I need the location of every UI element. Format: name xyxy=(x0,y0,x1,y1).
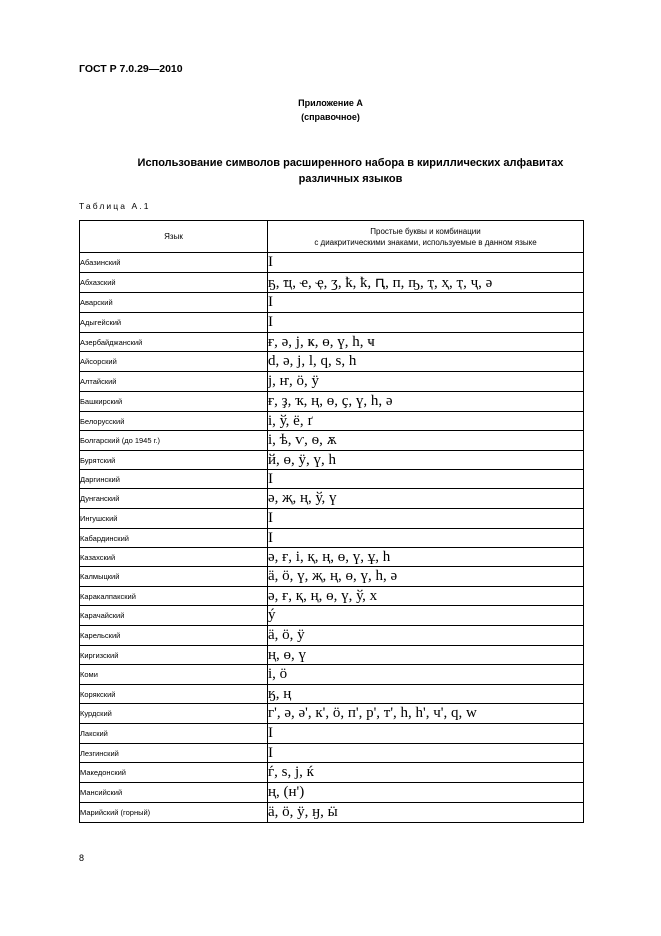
table-row xyxy=(80,646,584,665)
language-cell: Айсорский xyxy=(80,352,268,372)
table-row xyxy=(80,273,584,293)
language-cell: Лезгинский xyxy=(80,744,268,763)
characters-cell: ғ, ҙ, ҡ, ң, ө, ҫ, ү, һ, ә xyxy=(268,392,584,412)
appendix-subtitle: (справочное) xyxy=(301,112,360,122)
page-number: 8 xyxy=(79,853,85,863)
table-row xyxy=(80,704,584,724)
table-row xyxy=(80,626,584,646)
characters-cell: Ӏ xyxy=(268,293,584,313)
table-row xyxy=(80,470,584,489)
table-row xyxy=(80,548,584,567)
language-cell: Даргинский xyxy=(80,470,268,489)
column-header-language: Язык xyxy=(80,221,268,253)
table-row xyxy=(80,685,584,704)
characters-cell: і, ў, ё, ґ xyxy=(268,412,584,431)
document-title-line1: Использование символов расширенного набора в кириллических алфавитах xyxy=(137,157,564,169)
characters-cell: ә, ғ, қ, ң, ө, ү, ў, х xyxy=(268,587,584,606)
language-cell: Курдский xyxy=(80,704,268,724)
characters-cell: г', ә, ә', к', ӧ, п', р', т', һ, һ', ч', q, w xyxy=(268,704,584,724)
language-cell: Аварский xyxy=(80,293,268,313)
language-cell: Адыгейский xyxy=(80,313,268,333)
document-title-line2: различных языков xyxy=(298,173,403,185)
characters-cell: Ӏ xyxy=(268,529,584,548)
language-cell: Коми xyxy=(80,665,268,685)
table-row xyxy=(80,587,584,606)
language-cell: Алтайский xyxy=(80,372,268,392)
language-cell: Казахский xyxy=(80,548,268,567)
table-row xyxy=(80,529,584,548)
appendix-title: Приложение А xyxy=(298,98,363,108)
characters-cell: Ӏ xyxy=(268,253,584,273)
column-header-characters xyxy=(268,221,584,253)
table-row xyxy=(80,803,584,823)
characters-cell: ј, ҥ, ӧ, ӱ xyxy=(268,372,584,392)
characters-cell: і, ӧ xyxy=(268,665,584,685)
language-cell: Калмыцкий xyxy=(80,567,268,587)
language-cell: Кабардинский xyxy=(80,529,268,548)
language-cell: Корякский xyxy=(80,685,268,704)
characters-cell: ӓ, ӧ, ү, җ, ң, ө, ү, һ, ә xyxy=(268,567,584,587)
table-row xyxy=(80,783,584,803)
language-cell: Мансийский xyxy=(80,783,268,803)
column-header-characters-line2: с диакритическими знаками, используемые в данном языке xyxy=(314,237,537,247)
characters-cell: ý xyxy=(268,606,584,626)
table-row xyxy=(80,606,584,626)
language-cell: Абхазский xyxy=(80,273,268,293)
table-row xyxy=(80,451,584,470)
document-header: ГОСТ Р 7.0.29—2010 xyxy=(79,63,183,75)
table-row xyxy=(80,724,584,744)
characters-cell: Ӏ xyxy=(268,509,584,529)
table-row xyxy=(80,489,584,509)
table-row xyxy=(80,412,584,431)
table-row xyxy=(80,253,584,273)
characters-cell: ң, ө, ү xyxy=(268,646,584,665)
characters-cell: ҕ, ҵ, ҽ, ҿ, ӡ, ҟ, ҟ, ԥ, п, ҧ, ҭ, ҳ, ҭ, ҷ, ә xyxy=(268,273,584,293)
characters-cell: ә, җ, ң, ў, ү xyxy=(268,489,584,509)
table-row xyxy=(80,333,584,352)
characters-cell: і, ѣ, ѵ, ѳ, ѫ xyxy=(268,431,584,451)
characters-cell: ӄ, ң xyxy=(268,685,584,704)
language-cell: Дунганский xyxy=(80,489,268,509)
language-cell: Абазинский xyxy=(80,253,268,273)
table-row xyxy=(80,352,584,372)
characters-cell: d, ә, j, l, q, s, h xyxy=(268,352,584,372)
table-row xyxy=(80,313,584,333)
characters-cell: й, ө, ӱ, ү, һ xyxy=(268,451,584,470)
table-body xyxy=(80,253,584,823)
language-cell: Карачайский xyxy=(80,606,268,626)
language-cell: Башкирский xyxy=(80,392,268,412)
language-cell: Карельский xyxy=(80,626,268,646)
appendix-heading xyxy=(0,96,661,124)
characters-cell: Ӏ xyxy=(268,313,584,333)
document-title xyxy=(100,155,601,187)
table-row xyxy=(80,567,584,587)
language-cell: Каракалпакский xyxy=(80,587,268,606)
table-row xyxy=(80,392,584,412)
language-cell: Ингушский xyxy=(80,509,268,529)
characters-cell: ӓ, ӧ, ӱ, ӈ, ӹ xyxy=(268,803,584,823)
language-cell: Лакский xyxy=(80,724,268,744)
table-row xyxy=(80,293,584,313)
column-header-characters-line1: Простые буквы и комбинации xyxy=(370,226,481,236)
characters-cell: ң, (н') xyxy=(268,783,584,803)
characters-cell: ѓ, ѕ, ј, ќ xyxy=(268,763,584,783)
language-cell: Белорусский xyxy=(80,412,268,431)
alphabet-table xyxy=(79,220,584,823)
characters-cell: ӓ, ӧ, ӱ xyxy=(268,626,584,646)
language-cell: Киргизский xyxy=(80,646,268,665)
language-cell: Болгарский (до 1945 г.) xyxy=(80,431,268,451)
characters-cell: Ӏ xyxy=(268,724,584,744)
table-row xyxy=(80,372,584,392)
language-cell: Азербайджанский xyxy=(80,333,268,352)
table-row xyxy=(80,763,584,783)
characters-cell: Ӏ xyxy=(268,470,584,489)
table-row xyxy=(80,431,584,451)
table-header-row xyxy=(80,221,584,253)
table-row xyxy=(80,744,584,763)
table-row xyxy=(80,665,584,685)
language-cell: Бурятский xyxy=(80,451,268,470)
language-cell: Македонский xyxy=(80,763,268,783)
table-caption: Таблица А.1 xyxy=(79,201,151,211)
characters-cell: Ӏ xyxy=(268,744,584,763)
table-row xyxy=(80,509,584,529)
characters-cell: ғ, ә, ј, ҝ, ө, ү, һ, ҹ xyxy=(268,333,584,352)
characters-cell: ә, ғ, і, қ, ң, ө, ү, ұ, һ xyxy=(268,548,584,567)
language-cell: Марийский (горный) xyxy=(80,803,268,823)
